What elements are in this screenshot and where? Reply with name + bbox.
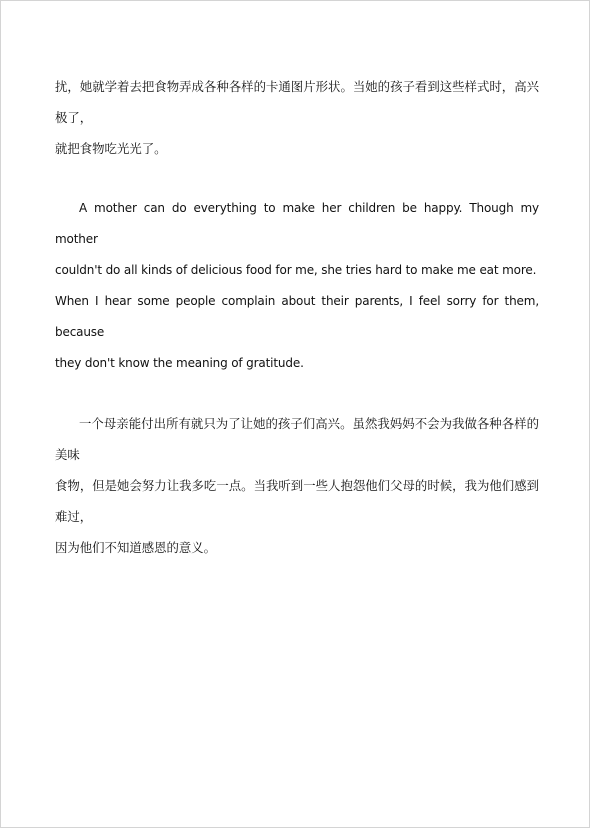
paragraph-chinese-1: [55, 71, 539, 164]
text-line: 食物，但是她会努力让我多吃一点。当我听到一些人抱怨他们父母的时候，我为他们感到难过，: [55, 478, 539, 524]
text-line: 一个母亲能付出所有就只为了让她的孩子们高兴。虽然我妈妈不会为我做各种各样的美味: [55, 416, 539, 462]
text-line: A mother can do everything to make her children be happy. Though my mother: [55, 201, 539, 246]
document-body: [55, 71, 539, 563]
text-line: couldn't do all kinds of delicious food for me, she tries hard to make me eat more.: [55, 263, 537, 277]
text-line: 因为他们不知道感恩的意义。: [55, 540, 217, 555]
paragraph-spacer: [55, 164, 539, 193]
text-line: they don't know the meaning of gratitude.: [55, 356, 304, 370]
paragraph-english: [55, 193, 539, 379]
paragraph-chinese-2: [55, 408, 539, 563]
text-line: 扰，她就学着去把食物弄成各种各样的卡通图片形状。当她的孩子看到这些样式时，高兴极了，: [55, 79, 539, 125]
paragraph-spacer: [55, 379, 539, 408]
text-line: 就把食物吃光光了。: [55, 141, 167, 156]
text-line: When I hear some people complain about their parents, I feel sorry for them, because: [55, 294, 539, 339]
